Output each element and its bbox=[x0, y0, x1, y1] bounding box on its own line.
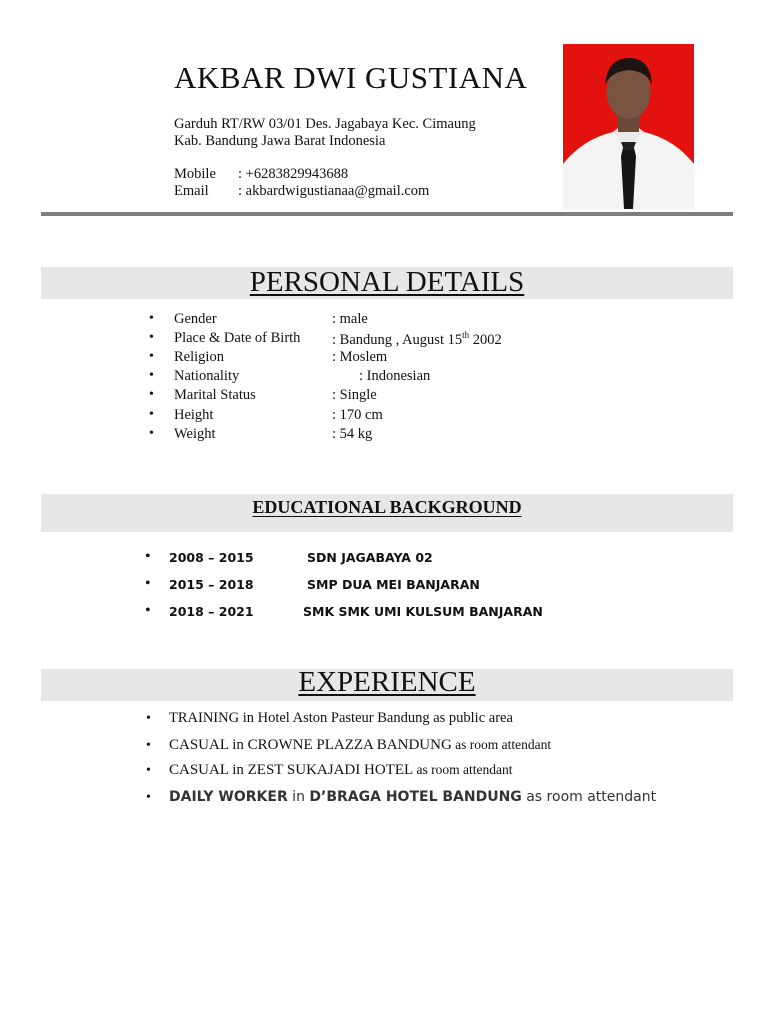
weight-value: : 54 kg bbox=[332, 426, 373, 442]
education-heading: EDUCATIONAL BACKGROUND bbox=[252, 497, 522, 517]
education-years: 2015 – 2018 bbox=[169, 577, 254, 592]
header-divider bbox=[41, 212, 733, 216]
address-line-1: Garduh RT/RW 03/01 Des. Jagabaya Kec. Cimaung bbox=[174, 116, 476, 132]
experience-connector: in bbox=[287, 789, 310, 805]
education-years: 2018 – 2021 bbox=[169, 604, 254, 619]
nationality-label: Nationality bbox=[174, 368, 240, 384]
birth-label: Place & Date of Birth bbox=[174, 330, 301, 346]
bullet-icon: • bbox=[146, 711, 151, 726]
education-school: SDN JAGABAYA 02 bbox=[307, 550, 433, 565]
bullet-icon: • bbox=[149, 349, 154, 364]
education-years: 2008 – 2015 bbox=[169, 550, 254, 565]
marital-value: : Single bbox=[332, 387, 377, 403]
height-value: : 170 cm bbox=[332, 407, 383, 423]
bullet-icon: • bbox=[145, 602, 151, 619]
experience-item bbox=[169, 762, 513, 779]
mobile-value: : +6283829943688 bbox=[238, 166, 349, 182]
bullet-icon: • bbox=[149, 311, 154, 326]
education-school: SMP DUA MEI BANJARAN bbox=[307, 577, 480, 592]
experience-role: CASUAL in ZEST SUKAJADI HOTEL bbox=[169, 762, 414, 778]
birth-year: 2002 bbox=[469, 331, 502, 348]
height-label: Height bbox=[174, 407, 214, 423]
experience-position: as room attendant bbox=[413, 762, 513, 777]
education-school: SMK SMK UMI KULSUM BANJARAN bbox=[303, 604, 543, 619]
personal-details-heading: PERSONAL DETAILS bbox=[249, 266, 525, 298]
experience-position: as room attendant bbox=[521, 789, 657, 805]
bullet-icon: • bbox=[146, 763, 151, 778]
profile-photo bbox=[563, 44, 694, 209]
religion-label: Religion bbox=[174, 349, 224, 365]
address-line-2: Kab. Bandung Jawa Barat Indonesia bbox=[174, 133, 386, 149]
bullet-icon: • bbox=[146, 738, 151, 753]
email-label: Email bbox=[174, 183, 209, 199]
bullet-icon: • bbox=[149, 368, 154, 383]
experience-heading: EXPERIENCE bbox=[298, 666, 476, 698]
experience-position: as room attendant bbox=[451, 737, 552, 752]
experience-item bbox=[169, 737, 551, 754]
bullet-icon: • bbox=[145, 575, 151, 592]
email-value: : akbardwigustianaa@gmail.com bbox=[238, 183, 430, 199]
gender-label: Gender bbox=[174, 311, 217, 327]
experience-item bbox=[169, 789, 656, 805]
bullet-icon: • bbox=[149, 330, 154, 345]
marital-label: Marital Status bbox=[174, 387, 256, 403]
applicant-name: AKBAR DWI GUSTIANA bbox=[174, 60, 528, 95]
weight-label: Weight bbox=[174, 426, 216, 442]
mobile-label: Mobile bbox=[174, 166, 216, 182]
experience-item: TRAINING in Hotel Aston Pasteur Bandung as public area bbox=[169, 710, 513, 726]
bullet-icon: • bbox=[145, 548, 151, 565]
birth-ordinal: th bbox=[462, 330, 470, 340]
experience-role: DAILY WORKER bbox=[169, 789, 288, 805]
experience-role: CASUAL in CROWNE PLAZZA BANDUNG bbox=[169, 737, 452, 753]
bullet-icon: • bbox=[149, 407, 154, 422]
nationality-value: : Indonesian bbox=[359, 368, 431, 384]
birth-place-date: : Bandung , August 15 bbox=[332, 331, 463, 348]
bullet-icon: • bbox=[149, 387, 154, 402]
gender-value: : male bbox=[332, 311, 368, 327]
bullet-icon: • bbox=[149, 426, 154, 441]
religion-value: : Moslem bbox=[332, 349, 388, 365]
bullet-icon: • bbox=[146, 790, 151, 805]
birth-value bbox=[332, 330, 502, 349]
experience-hotel: D’BRAGA HOTEL BANDUNG bbox=[309, 789, 522, 805]
